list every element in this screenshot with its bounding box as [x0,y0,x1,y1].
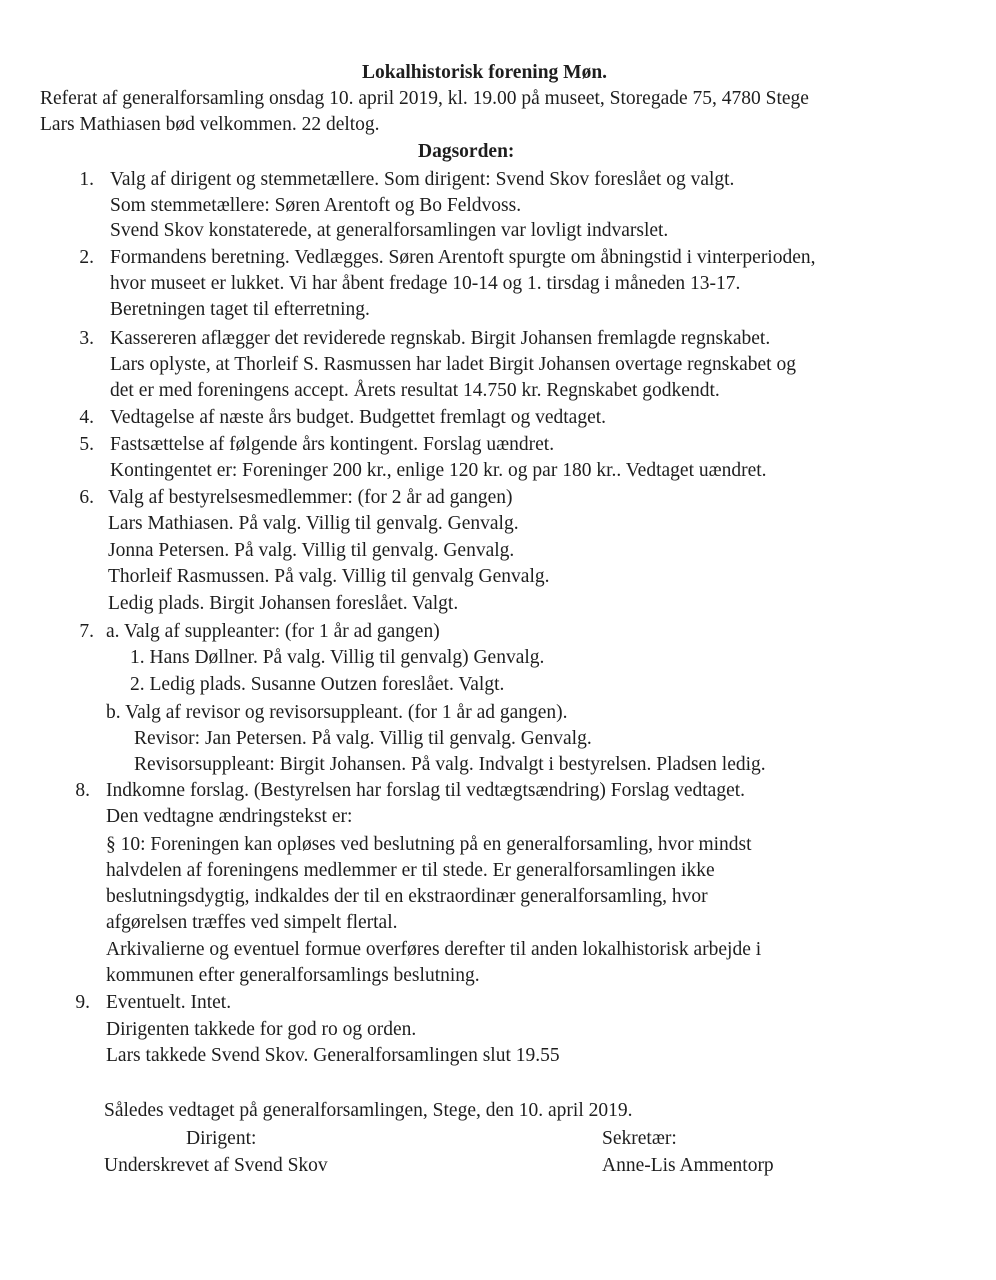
signature-right-role: Sekretær: [602,1128,677,1149]
item-number-5: 5. [79,434,94,455]
item-8-line: Indkomne forslag. (Bestyrelsen har forslag til vedtægtsændring) Forslag vedtaget. [106,780,746,801]
item-7-line: Revisor: Jan Petersen. På valg. Villig til genvalg. Genvalg. [134,728,592,749]
item-1-line: Valg af dirigent og stemmetællere. Som dirigent: Svend Skov foreslået og valgt. [110,169,735,190]
item-8-line: halvdelen af foreningens medlemmer er til stede. Er generalforsamlingen ikke [106,860,715,881]
item-number-1: 1. [79,169,94,190]
agenda-heading: Dagsorden: [418,141,515,162]
signature-left-role: Dirigent: [186,1128,257,1149]
item-6-line: Lars Mathiasen. På valg. Villig til genvalg. Genvalg. [108,513,519,534]
item-6-line: Ledig plads. Birgit Johansen foreslået. Valgt. [108,593,459,614]
document-title: Lokalhistorisk forening Møn. [362,62,608,83]
item-number-7: 7. [79,621,94,642]
item-8-line: beslutningsdygtig, indkaldes der til en ekstraordinær generalforsamling, hvor [106,886,708,907]
closing-statement: Således vedtaget på generalforsamlingen, Stege, den 10. april 2019. [104,1100,633,1121]
item-8-line: Den vedtagne ændringstekst er: [106,806,353,827]
item-7-line: a. Valg af suppleanter: (for 1 år ad gangen) [106,621,440,642]
item-6-line: Thorleif Rasmussen. På valg. Villig til genvalg Genvalg. [108,566,550,587]
intro-line-2: Lars Mathiasen bød velkommen. 22 deltog. [40,114,380,135]
item-number-4: 4. [79,407,94,428]
item-2-line: Formandens beretning. Vedlægges. Søren Arentoft spurgte om åbningstid i vinterperioden, [110,247,816,268]
item-2-line: Beretningen taget til efterretning. [110,299,370,320]
item-5-line: Fastsættelse af følgende års kontingent. Forslag uændret. [110,434,555,455]
item-number-9: 9. [75,992,90,1013]
item-6-line: Valg af bestyrelsesmedlemmer: (for 2 år ad gangen) [108,487,513,508]
item-8-line: § 10: Foreningen kan opløses ved beslutning på en generalforsamling, hvor mindst [106,834,752,855]
item-number-8: 8. [75,780,90,801]
signature-left-name: Underskrevet af Svend Skov [104,1155,328,1176]
item-3-line: Kassereren aflægger det reviderede regnskab. Birgit Johansen fremlagde regnskabet. [110,328,771,349]
item-7-line: Revisorsuppleant: Birgit Johansen. På valg. Indvalgt i bestyrelsen. Pladsen ledig. [134,754,766,775]
intro-line-1: Referat af generalforsamling onsdag 10. april 2019, kl. 19.00 på museet, Storegade 75, 4780 Stege [40,88,809,109]
item-9-line: Dirigenten takkede for god ro og orden. [106,1019,417,1040]
item-7-line: 2. Ledig plads. Susanne Outzen foreslået. Valgt. [130,674,505,695]
item-8-line: Arkivalierne og eventuel formue overføres derefter til anden lokalhistorisk arbejde i [106,939,762,960]
item-6-line: Jonna Petersen. På valg. Villig til genvalg. Genvalg. [108,540,515,561]
item-9-line: Eventuelt. Intet. [106,992,232,1013]
item-3-line: Lars oplyste, at Thorleif S. Rasmussen har ladet Birgit Johansen overtage regnskabet og [110,354,796,375]
item-4-line: Vedtagelse af næste års budget. Budgettet fremlagt og vedtaget. [110,407,607,428]
item-5-line: Kontingentet er: Foreninger 200 kr., enlige 120 kr. og par 180 kr.. Vedtaget uændret. [110,460,767,481]
item-9-line: Lars takkede Svend Skov. Generalforsamlingen slut 19.55 [106,1045,560,1066]
item-number-3: 3. [79,328,94,349]
item-7-line: b. Valg af revisor og revisorsuppleant. (for 1 år ad gangen). [106,702,568,723]
item-7-line: 1. Hans Døllner. På valg. Villig til genvalg) Genvalg. [130,647,545,668]
item-8-line: kommunen efter generalforsamlings beslutning. [106,965,480,986]
item-2-line: hvor museet er lukket. Vi har åbent fredage 10-14 og 1. tirsdag i måneden 13-17. [110,273,741,294]
signature-right-name: Anne-Lis Ammentorp [602,1155,774,1176]
item-number-6: 6. [79,487,94,508]
item-1-line: Svend Skov konstaterede, at generalforsamlingen var lovligt indvarslet. [110,220,669,241]
item-8-line: afgørelsen træffes ved simpelt flertal. [106,912,398,933]
item-1-line: Som stemmetællere: Søren Arentoft og Bo Feldvoss. [110,195,522,216]
item-3-line: det er med foreningens accept. Årets resultat 14.750 kr. Regnskabet godkendt. [110,380,720,401]
item-number-2: 2. [79,247,94,268]
